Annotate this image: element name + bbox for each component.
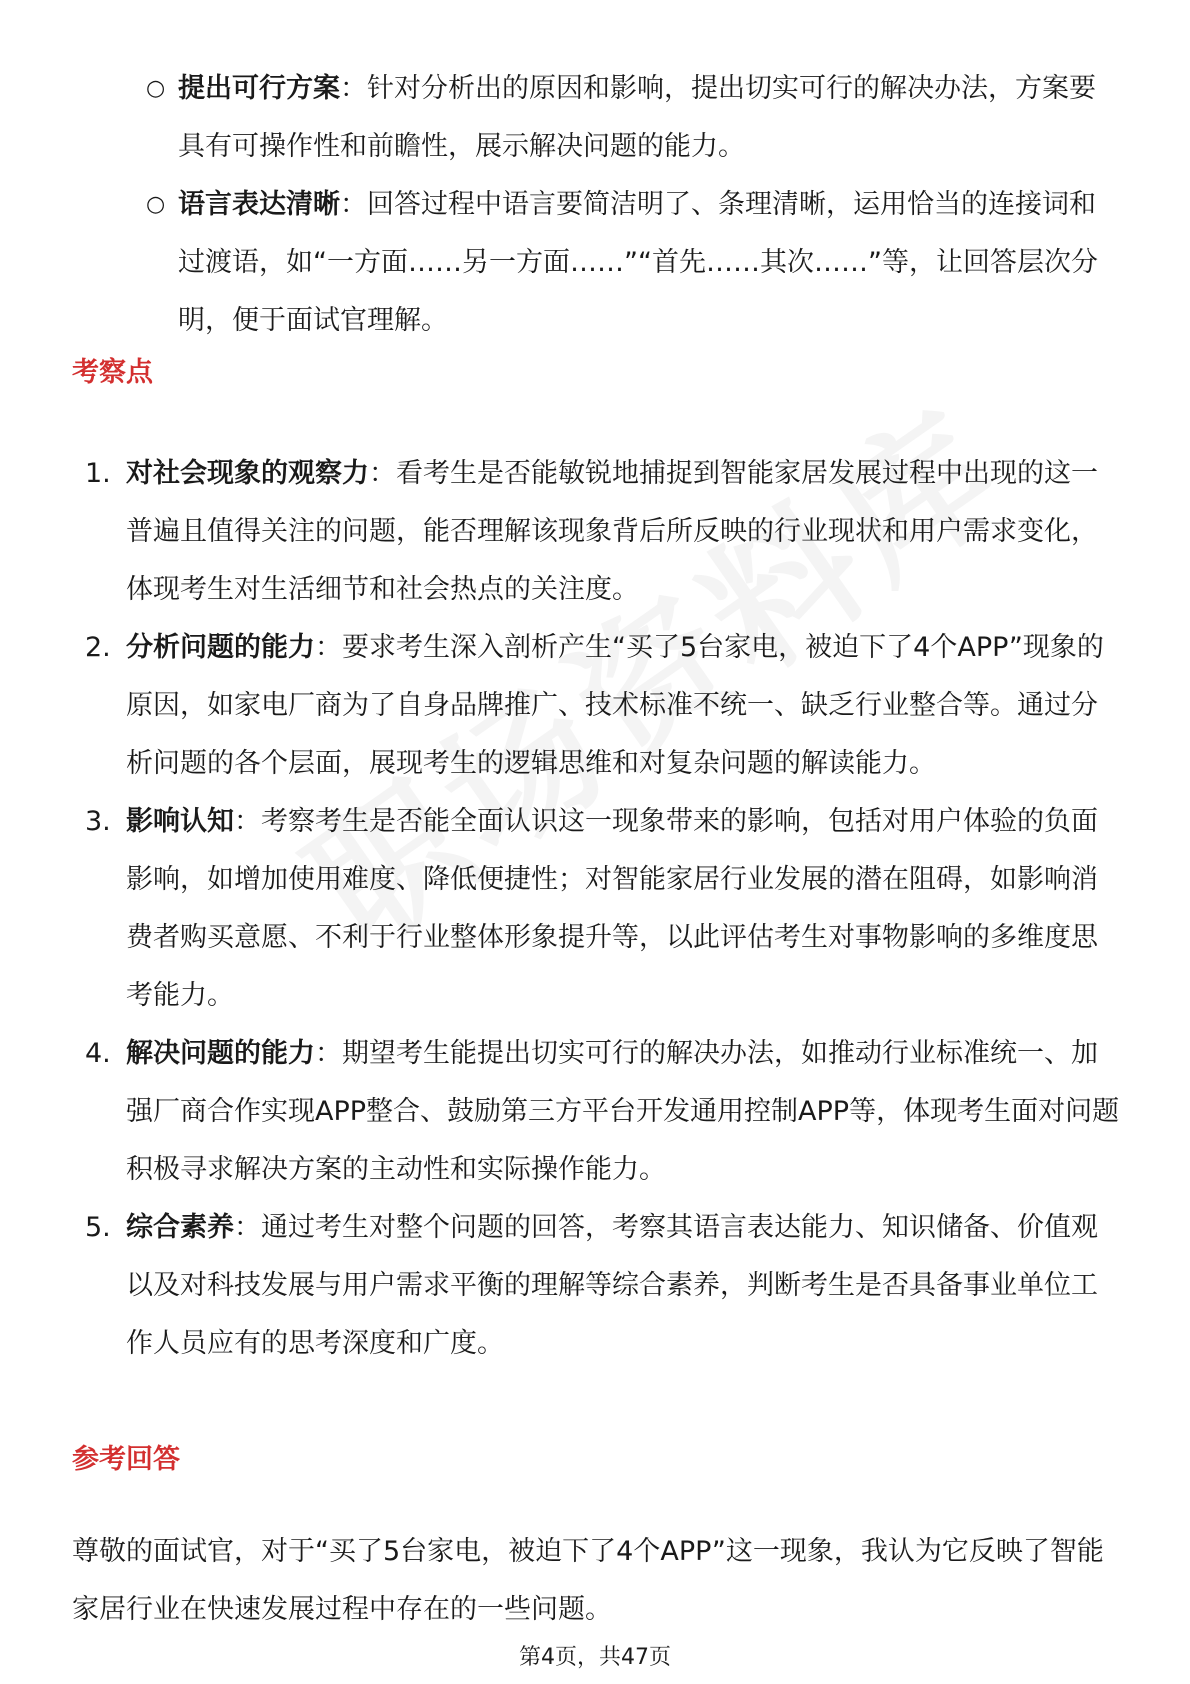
item-number: 4.: [85, 1038, 111, 1069]
list-item: [0, 60, 1190, 176]
item-separator: ：: [315, 1038, 342, 1069]
item-separator: ：: [340, 189, 367, 220]
item-text: 针对分析出的原因和影响，提出切实可行的解决办法，方案要具有可操作性和前瞻性，展示解决问题的能力。: [178, 73, 1096, 162]
list-item: [0, 445, 1190, 619]
item-term: 对社会现象的观察力: [126, 458, 369, 489]
item-term: 综合素养: [126, 1212, 234, 1243]
list-item: [0, 1199, 1190, 1373]
hollow-bullet-icon: ○: [146, 76, 166, 101]
item-separator: ：: [234, 806, 261, 837]
item-term: 影响认知: [126, 806, 234, 837]
item-term: 语言表达清晰: [178, 189, 340, 220]
item-text: 要求考生深入剖析产生“买了5台家电，被迫下了4个APP”现象的原因，如家电厂商为了自身品牌推广、技术标准不统一、缺乏行业整合等。通过分析问题的各个层面，展现考生的逻辑思维和对复杂问题的解读能力。: [126, 632, 1104, 779]
list-item: [0, 1025, 1190, 1199]
hollow-bullet-icon: ○: [146, 192, 166, 217]
list-item: [0, 793, 1190, 1025]
item-term: 分析问题的能力: [126, 632, 315, 663]
item-text: 通过考生对整个问题的回答，考察其语言表达能力、知识储备、价值观以及对科技发展与用户需求平衡的理解等综合素养，判断考生是否具备事业单位工作人员应有的思考深度和广度。: [126, 1212, 1098, 1359]
item-number: 1.: [85, 458, 111, 489]
item-term: 提出可行方案: [178, 73, 340, 104]
item-text: 看考生是否能敏锐地捕捉到智能家居发展过程中出现的这一普遍且值得关注的问题，能否理解该现象背后所反映的行业现状和用户需求变化，体现考生对生活细节和社会热点的关注度。: [126, 458, 1098, 605]
section-heading-reference-answer: 参考回答: [72, 1444, 180, 1475]
item-separator: ：: [340, 73, 367, 104]
section-heading-assessment: 考察点: [72, 357, 153, 388]
item-term: 解决问题的能力: [126, 1038, 315, 1069]
list-item: [0, 176, 1190, 350]
reference-answer-paragraph: 尊敬的面试官，对于“买了5台家电，被迫下了4个APP”这一现象，我认为它反映了智能家居行业在快速发展过程中存在的一些问题。: [72, 1536, 1104, 1625]
item-text: 考察考生是否能全面认识这一现象带来的影响，包括对用户体验的负面影响，如增加使用难度、降低便捷性；对智能家居行业发展的潜在阻碍，如影响消费者购买意愿、不利于行业整体形象提升等，以此评估考生对事物影响的多维度思考能力。: [126, 806, 1098, 1011]
item-number: 5.: [85, 1212, 111, 1243]
item-text: 期望考生能提出切实可行的解决办法，如推动行业标准统一、加强厂商合作实现APP整合、鼓励第三方平台开发通用控制APP等，体现考生面对问题积极寻求解决方案的主动性和实际操作能力。: [126, 1038, 1120, 1185]
assessment-numbered-list: [0, 445, 1190, 1373]
item-number: 3.: [85, 806, 111, 837]
list-item: [0, 619, 1190, 793]
item-separator: ：: [315, 632, 342, 663]
page-number-footer: 第4页，共47页: [519, 1645, 671, 1670]
item-text: 回答过程中语言要简洁明了、条理清晰，运用恰当的连接词和过渡语，如“一方面……另一方面……”“首先……其次……”等，让回答层次分明，便于面试官理解。: [178, 189, 1098, 336]
item-number: 2.: [85, 632, 111, 663]
item-separator: ：: [234, 1212, 261, 1243]
tips-bullet-list: [0, 60, 1190, 350]
item-separator: ：: [369, 458, 396, 489]
